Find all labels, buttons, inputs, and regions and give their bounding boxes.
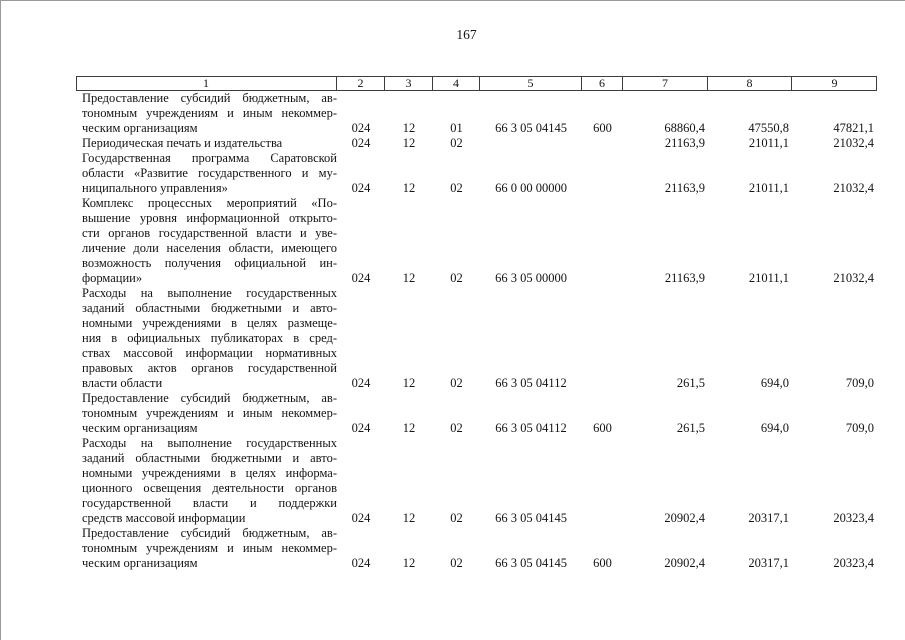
podrazdel-code-cell: 02 [450, 271, 463, 285]
razdel-code-cell: 12 [402, 511, 416, 525]
row-name-line: ниципального управления» [82, 181, 228, 195]
target-article-code-cell: 66 0 00 00000 [495, 181, 567, 195]
amount-col7-cell: 20902,4 [664, 556, 705, 570]
budget-table [76, 76, 877, 571]
amount-col9-cell: 21032,4 [833, 181, 874, 195]
row-name-line: Предоставление субсидий бюджетным, ав- [82, 526, 337, 540]
amount-col7-cell: 21163,9 [664, 181, 705, 195]
podrazdel-code-cell: 01 [450, 121, 463, 135]
amount-col7-cell: 261,5 [676, 421, 705, 435]
amount-col8-cell: 47550,8 [748, 121, 789, 135]
header-cell-2: 2 [337, 76, 385, 91]
header-cell-6: 6 [582, 76, 623, 91]
target-article-code-cell: 66 3 05 04112 [495, 376, 567, 390]
row-name-line: Предоставление субсидий бюджетным, ав- [82, 91, 337, 105]
amount-col8-cell: 21011,1 [748, 271, 789, 285]
amount-col7-cell: 68860,4 [664, 121, 705, 135]
grbs-code-cell: 024 [351, 421, 371, 435]
row-name-cell [76, 391, 337, 436]
row-name-line: номными учреждениями в целях размеще- [82, 316, 337, 330]
podrazdel-code-cell: 02 [450, 181, 463, 195]
row-name-line: тономным учреждениям и иным некоммер- [82, 406, 337, 420]
amount-col7-cell: 21163,9 [664, 136, 705, 150]
amount-col9-cell: 709,0 [845, 376, 874, 390]
razdel-code-cell: 12 [402, 376, 416, 390]
amount-col7-cell: 20902,4 [664, 511, 705, 525]
row-name-line: номными учреждениями в целях информа- [82, 466, 337, 480]
row-name-line: ческим организациям [82, 121, 198, 135]
header-cell-8: 8 [708, 76, 792, 91]
table-row [76, 91, 877, 136]
row-name-cell [76, 136, 337, 151]
row-name-line: Государственная программа Саратовской [82, 151, 337, 165]
razdel-code-cell: 12 [402, 421, 416, 435]
row-name-line: сти органов государственной власти и уве- [82, 226, 337, 240]
target-article-code-cell: 66 3 05 00000 [495, 271, 567, 285]
table-row [76, 286, 877, 391]
header-cell-1: 1 [76, 76, 337, 91]
amount-col9-cell: 709,0 [845, 421, 874, 435]
page-number: 167 [456, 27, 477, 42]
target-article-code-cell: 66 3 05 04145 [495, 556, 567, 570]
row-name-line: ния в официальных публикаторах в сред- [82, 331, 337, 345]
row-name-line: Периодическая печать и издательства [82, 136, 283, 150]
row-name-cell [76, 196, 337, 286]
row-name-line: ческим организациям [82, 421, 198, 435]
grbs-code-cell: 024 [351, 511, 371, 525]
amount-col9-cell: 21032,4 [833, 271, 874, 285]
razdel-code-cell: 12 [402, 181, 416, 195]
amount-col8-cell: 694,0 [760, 376, 789, 390]
row-name-line: возможность получения официальной ин- [82, 256, 337, 270]
grbs-code-cell: 024 [351, 376, 371, 390]
row-name-cell [76, 151, 337, 196]
target-article-code-cell: 66 3 05 04112 [495, 421, 567, 435]
row-name-line: ционного освещения деятельности органов [82, 481, 337, 495]
row-name-line: средств массовой информации [82, 511, 246, 525]
razdel-code-cell: 12 [402, 136, 416, 150]
amount-col8-cell: 20317,1 [748, 511, 789, 525]
row-name-line: заданий областными бюджетными и авто- [82, 451, 337, 465]
row-name-line: области «Развитие государственного и му- [82, 166, 337, 180]
row-name-line: Расходы на выполнение государственных [82, 436, 337, 450]
table-row [76, 436, 877, 526]
header-cell-5: 5 [480, 76, 582, 91]
amount-col9-cell: 20323,4 [833, 511, 874, 525]
row-name-line: вышение уровня информационной открыто- [82, 211, 337, 225]
row-name-line: государственной власти и поддержки [82, 496, 337, 510]
row-name-cell [76, 286, 337, 391]
table-row [76, 136, 877, 151]
podrazdel-code-cell: 02 [450, 511, 463, 525]
grbs-code-cell: 024 [351, 556, 371, 570]
header-cell-7: 7 [623, 76, 708, 91]
amount-col7-cell: 261,5 [676, 376, 705, 390]
amount-col9-cell: 47821,1 [833, 121, 874, 135]
expense-type-code-cell: 600 [593, 421, 612, 435]
header-cell-9: 9 [831, 76, 838, 90]
row-name-line: Комплекс процессных мероприятий «По- [82, 196, 337, 210]
table-row [76, 151, 877, 196]
amount-col8-cell: 20317,1 [748, 556, 789, 570]
grbs-code-cell: 024 [351, 181, 371, 195]
amount-col8-cell: 21011,1 [748, 136, 789, 150]
row-name-line: заданий областными бюджетными и авто- [82, 301, 337, 315]
row-name-line: Предоставление субсидий бюджетным, ав- [82, 391, 337, 405]
table-body [76, 91, 877, 571]
header-cell-3: 3 [385, 76, 433, 91]
target-article-code-cell: 66 3 05 04145 [495, 511, 567, 525]
grbs-code-cell: 024 [351, 271, 371, 285]
amount-col9-cell: 20323,4 [833, 556, 874, 570]
target-article-code-cell: 66 3 05 04145 [495, 121, 567, 135]
podrazdel-code-cell: 02 [450, 136, 463, 150]
table-row [76, 526, 877, 571]
row-name-line: ствах массовой информации нормативных [82, 346, 337, 360]
razdel-code-cell: 12 [402, 121, 416, 135]
row-name-cell [76, 436, 337, 526]
podrazdel-code-cell: 02 [450, 421, 463, 435]
row-name-line: тономным учреждениям и иным некоммер- [82, 541, 337, 555]
row-name-cell [76, 526, 337, 571]
grbs-code-cell: 024 [351, 136, 371, 150]
razdel-code-cell: 12 [402, 556, 416, 570]
table-row [76, 391, 877, 436]
table-row [76, 196, 877, 286]
expense-type-code-cell: 600 [593, 121, 612, 135]
razdel-code-cell: 12 [402, 271, 416, 285]
amount-col8-cell: 694,0 [760, 421, 789, 435]
row-name-cell [76, 91, 337, 136]
amount-col8-cell: 21011,1 [748, 181, 789, 195]
podrazdel-code-cell: 02 [450, 376, 463, 390]
row-name-line: формации» [82, 271, 143, 285]
screenshot-edge-top-line [0, 0, 905, 1]
screenshot-edge-left-line [0, 0, 1, 640]
amount-col9-cell: 21032,4 [833, 136, 874, 150]
row-name-line: личение доли населения области, имеющего [82, 241, 337, 255]
row-name-line: ческим организациям [82, 556, 198, 570]
table-header-row [76, 76, 877, 91]
header-cell-4: 4 [433, 76, 480, 91]
grbs-code-cell: 024 [351, 121, 371, 135]
row-name-line: власти области [82, 376, 163, 390]
podrazdel-code-cell: 02 [450, 556, 463, 570]
row-name-line: тономным учреждениям и иным некоммер- [82, 106, 337, 120]
amount-col7-cell: 21163,9 [664, 271, 705, 285]
row-name-line: Расходы на выполнение государственных [82, 286, 337, 300]
row-name-line: правовых актов органов государственной [82, 361, 337, 375]
expense-type-code-cell: 600 [593, 556, 612, 570]
